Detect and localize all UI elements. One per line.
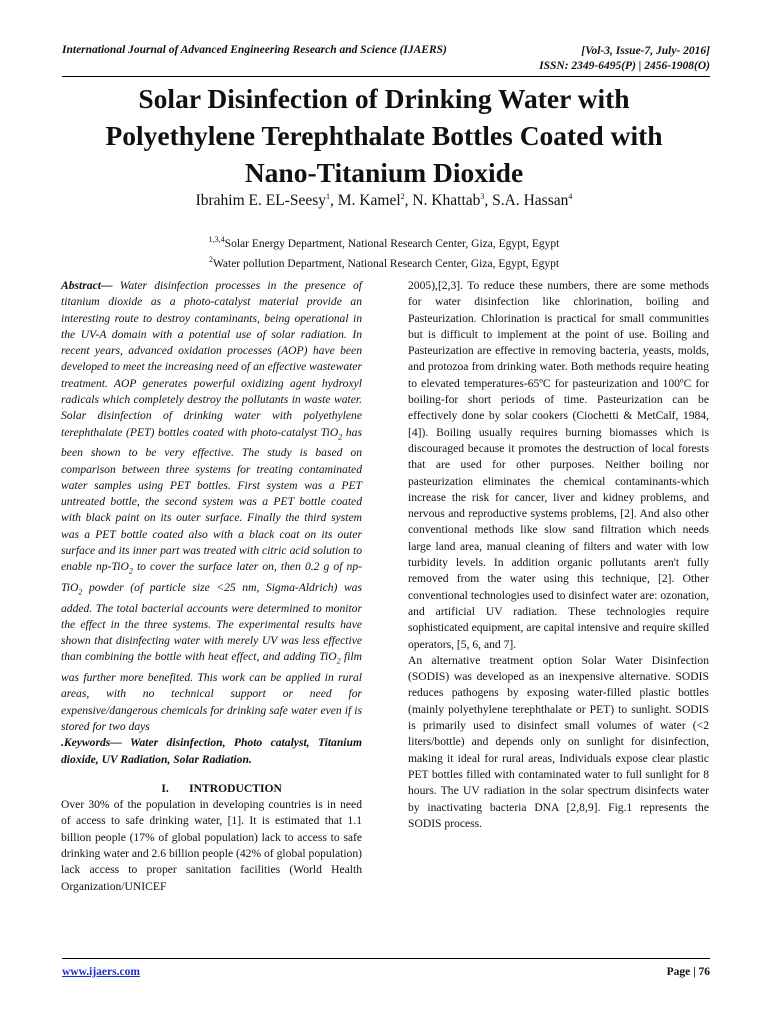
section-number: I. xyxy=(161,781,169,795)
abstract-label: Abstract— xyxy=(61,279,113,292)
author-name: S.A. Hassan xyxy=(492,192,569,210)
abstract xyxy=(61,278,362,735)
subscript: 2 xyxy=(128,566,133,576)
subscript: 2 xyxy=(338,431,343,441)
affiliation-text: Water pollution Department, National Research Center, Giza, Egypt, Egypt xyxy=(212,257,560,270)
journal-name: International Journal of Advanced Engineering Research and Science (IJAERS) xyxy=(62,44,447,56)
author-sup: 3 xyxy=(480,192,485,201)
author-name: N. Khattab xyxy=(412,192,481,210)
affiliations xyxy=(0,232,768,272)
title-line: Solar Disinfection of Drinking Water with xyxy=(138,83,630,114)
author-list: Ibrahim E. EL-Seesy$^1$, M. Kamel$^2$, N. Khattab$^3$, S.A. Hassan$^4$ xyxy=(195,192,573,210)
footer-rule xyxy=(62,958,710,959)
body-paragraph: 2005),[2,3]. To reduce these numbers, there are some methods for water disinfection like chlorination, boiling and Pasteurization. Chlorination is practical for small communities but is difficult to implement at the point of use. Boiling and Pasteurization are effective in removing bacteria, yeasts, molds, and protozoa from drinking water. Both methods require heating to elevated temperatures-65ºC for pasteurization and 100ºC for boiling-for short periods of time. Pasteurization can be effectively done by solar cookers (Ciochetti & MetCalf, 1984, [4]). Boiling usually requires burning biomasses which is discouraged because it promotes the destruction of local forests that are used for other purposes. Neither boiling nor pasteurization eliminates the chemical contaminants-which increase the risk for cancer, liver and kidney problems, and nervous and reproductive systems problems, [2]. And also other conventional methods like slow sand filtration which needs large land area, manual cleaning of filters and water with low turbidity levels. In addition organic pollutants aren't fully removed from the water using this technique, [2]. Other conventional technologies used to disinfect water are: ozonation, and artificial UV radiation. These technologies require sophisticated equipment, are capital intensive and require skilled operators, [5, 6, and 7]. xyxy=(408,279,709,651)
left-column xyxy=(61,278,362,895)
journal-website-link[interactable]: www.ijaers.com xyxy=(62,966,140,978)
body-paragraph: An alternative treatment option Solar Water Disinfection (SODIS) was developed as an inexpensive alternative. SODIS reduces pathogens by exposing water-filled plastic bottles (mainly polyethylene terephthalate or PET) to sunlight. SODIS is primarily used to disinfect small volumes of water (<2 liters/bottle) and depends only on sunlight for disinfection, making it ideal for rural areas, Individuals expose clear plastic PET bottles filled with contaminated water to full sunlight for 8 hours. The UV radiation in the solar spectrum disinfects water by inactivating bacteria DNA [2,8,9]. Fig.1 represents the SODIS process. xyxy=(408,653,709,830)
abstract-text: powder (of particle size <25 nm, Sigma-Aldrich) was added. The total bacterial accounts were determined to monitor the effect in the three systems. The experimental results have shown that disinfecting water with merely UV was less effective than combining the bottle with heat effect, and adding TiO xyxy=(61,580,362,664)
affiliation-line xyxy=(0,232,768,252)
section-heading-introduction xyxy=(61,781,362,797)
affiliation-text: Solar Energy Department, National Research Center, Giza, Egypt, Egypt xyxy=(224,237,560,250)
author-name: Ibrahim E. EL-Seesy xyxy=(195,192,327,210)
abstract-text: Water disinfection processes in the presence of titanium dioxide as a photo-catalyst material provide an interesting route to destroy contaminants, being operational in the UV-A domain with a potential use of solar radiation. In recent years, advanced oxidation processes (AOP) have been developed to meet the increasing need of an effective wastewater treatment. AOP generates powerful oxidizing agent hydroxyl radicals which completely destroy the pollutants in waste water. Solar disinfection of drinking water with polyethylene terephthalate (PET) bottles coated with photo-catalyst TiO xyxy=(61,279,362,439)
volume-label: [Vol-3, Issue-7, July- 2016] xyxy=(581,45,710,57)
affiliation-sup: 2 xyxy=(208,254,213,264)
keywords-label: .Keywords— xyxy=(61,736,122,750)
section-title: INTRODUCTION xyxy=(189,781,282,795)
page-number: Page | 76 xyxy=(666,966,710,978)
abstract-text: to cover the surface later on, then 0.2 g of np-TiO xyxy=(61,560,362,594)
author-name: M. Kamel xyxy=(337,192,401,210)
subscript: 2 xyxy=(336,656,341,666)
title-line: Nano-Titanium Dioxide xyxy=(244,157,524,188)
author-sup: 4 xyxy=(568,192,573,201)
issn-label: ISSN: 2349-6495(P) | 2456-1908(O) xyxy=(539,60,710,72)
affiliation-line xyxy=(0,252,768,272)
paper-title xyxy=(40,80,728,191)
abstract-text: film was further more benefited. This work can be applied in rural areas, with no technical support or need for expensive/dangerous chemicals for drinking safe water even if is stored for two days xyxy=(61,650,363,733)
keywords-text: Water disinfection, Photo catalyst, Titanium dioxide, UV Radiation, Solar Radiation. xyxy=(61,736,362,766)
right-column xyxy=(408,278,709,832)
header-rule xyxy=(62,76,710,77)
subscript: 2 xyxy=(78,587,83,597)
affiliation-sup: 1,3,4 xyxy=(208,235,225,244)
issue-info xyxy=(539,44,710,74)
title-line: Polyethylene Terephthalate Bottles Coated with xyxy=(105,120,663,151)
intro-paragraph: Over 30% of the population in developing countries is in need of access to safe drinking water, [1]. It is estimated that 1.1 billion people (17% of global population) lack to access to safe drinking water and 2.6 billion people (42% of global population) lack access to proper sanitation facilities (World Health Organization/UNICEF xyxy=(61,798,362,893)
author-sup: 2 xyxy=(400,192,405,201)
author-sup: 1 xyxy=(326,192,331,201)
keywords xyxy=(61,735,362,768)
abstract-text: has been shown to be very effective. The study is based on comparison between three systems for treating contaminated water samples using PET bottles. First system was a PET untreated bottle, the second system was a PET bottle coated with black paint on its outer surface. Finally the third system was a PET bottle coated also with a black coat on its outer surface and its inner part was treated with citric acid solution to enable np-TiO xyxy=(61,425,362,574)
